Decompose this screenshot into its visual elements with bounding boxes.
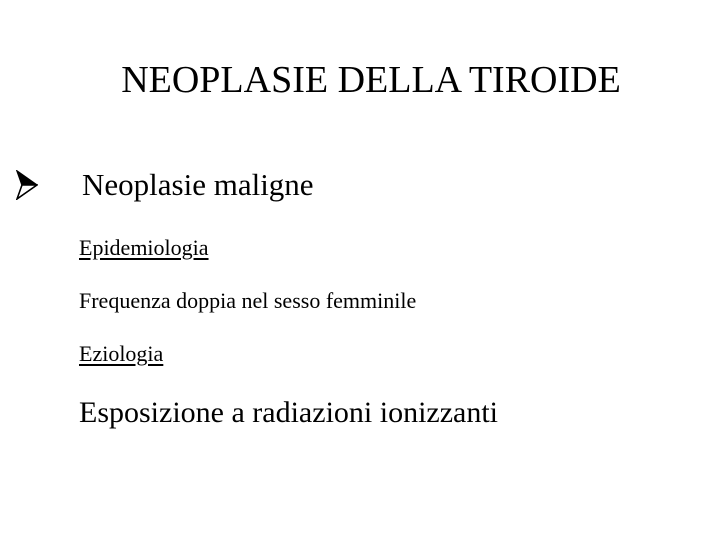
- heading-epidemiologia: Epidemiologia: [79, 235, 209, 260]
- bullet-item: [16, 163, 314, 207]
- heading-eziologia: Eziologia: [79, 341, 164, 366]
- slide-title: NEOPLASIE DELLA TIROIDE: [121, 59, 621, 101]
- arrowhead-bullet-icon: [16, 170, 38, 200]
- text-esposizione: Esposizione a radiazioni ionizzanti: [79, 396, 499, 429]
- bullet-text: Neoplasie maligne: [82, 167, 314, 202]
- text-frequenza: Frequenza doppia nel sesso femminile: [79, 288, 417, 313]
